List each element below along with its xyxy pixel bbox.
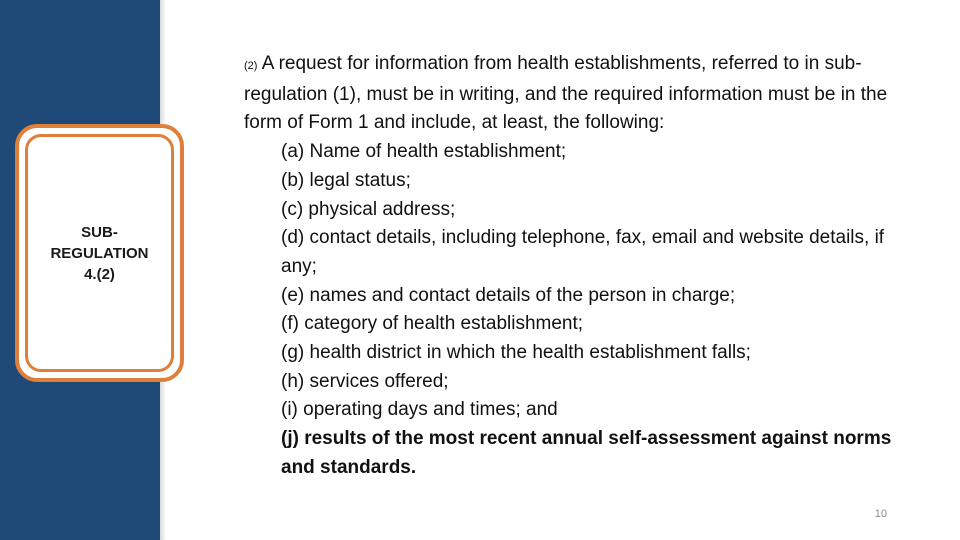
list-item: (j) results of the most recent annual self-assessment against norms and standards.	[281, 428, 892, 478]
regulation-body	[244, 50, 924, 483]
list-item: (e) names and contact details of the person in charge;	[281, 284, 736, 306]
section-label	[50, 222, 148, 285]
intro-text: A request for information from health establishments, referred to in sub-regulation (1), must be in writing, and the required information must be in the form of Form 1 and include, at least, the following:	[244, 53, 888, 134]
section-label-box	[15, 124, 184, 382]
list-item: (a) Name of health establishment;	[281, 141, 567, 163]
list-item: (c) physical address;	[281, 198, 456, 220]
list-item: (i) operating days and times; and	[281, 399, 558, 421]
list-item: (g) health district in which the health establishment falls;	[281, 342, 751, 364]
page-number: 10	[874, 508, 887, 520]
section-label-line: 4.(2)	[84, 265, 115, 283]
section-label-line: SUB-	[81, 223, 118, 241]
requirements-list	[244, 138, 924, 482]
paragraph-number: (2)	[244, 60, 258, 72]
section-label-inner-frame	[25, 134, 174, 372]
intro-paragraph	[244, 50, 924, 138]
section-label-line: REGULATION	[50, 244, 149, 262]
list-item: (b) legal status;	[281, 169, 411, 191]
list-item: (d) contact details, including telephone, fax, email and website details, if any;	[281, 227, 885, 277]
list-item: (h) services offered;	[281, 370, 449, 392]
list-item: (f) category of health establishment;	[281, 313, 584, 335]
